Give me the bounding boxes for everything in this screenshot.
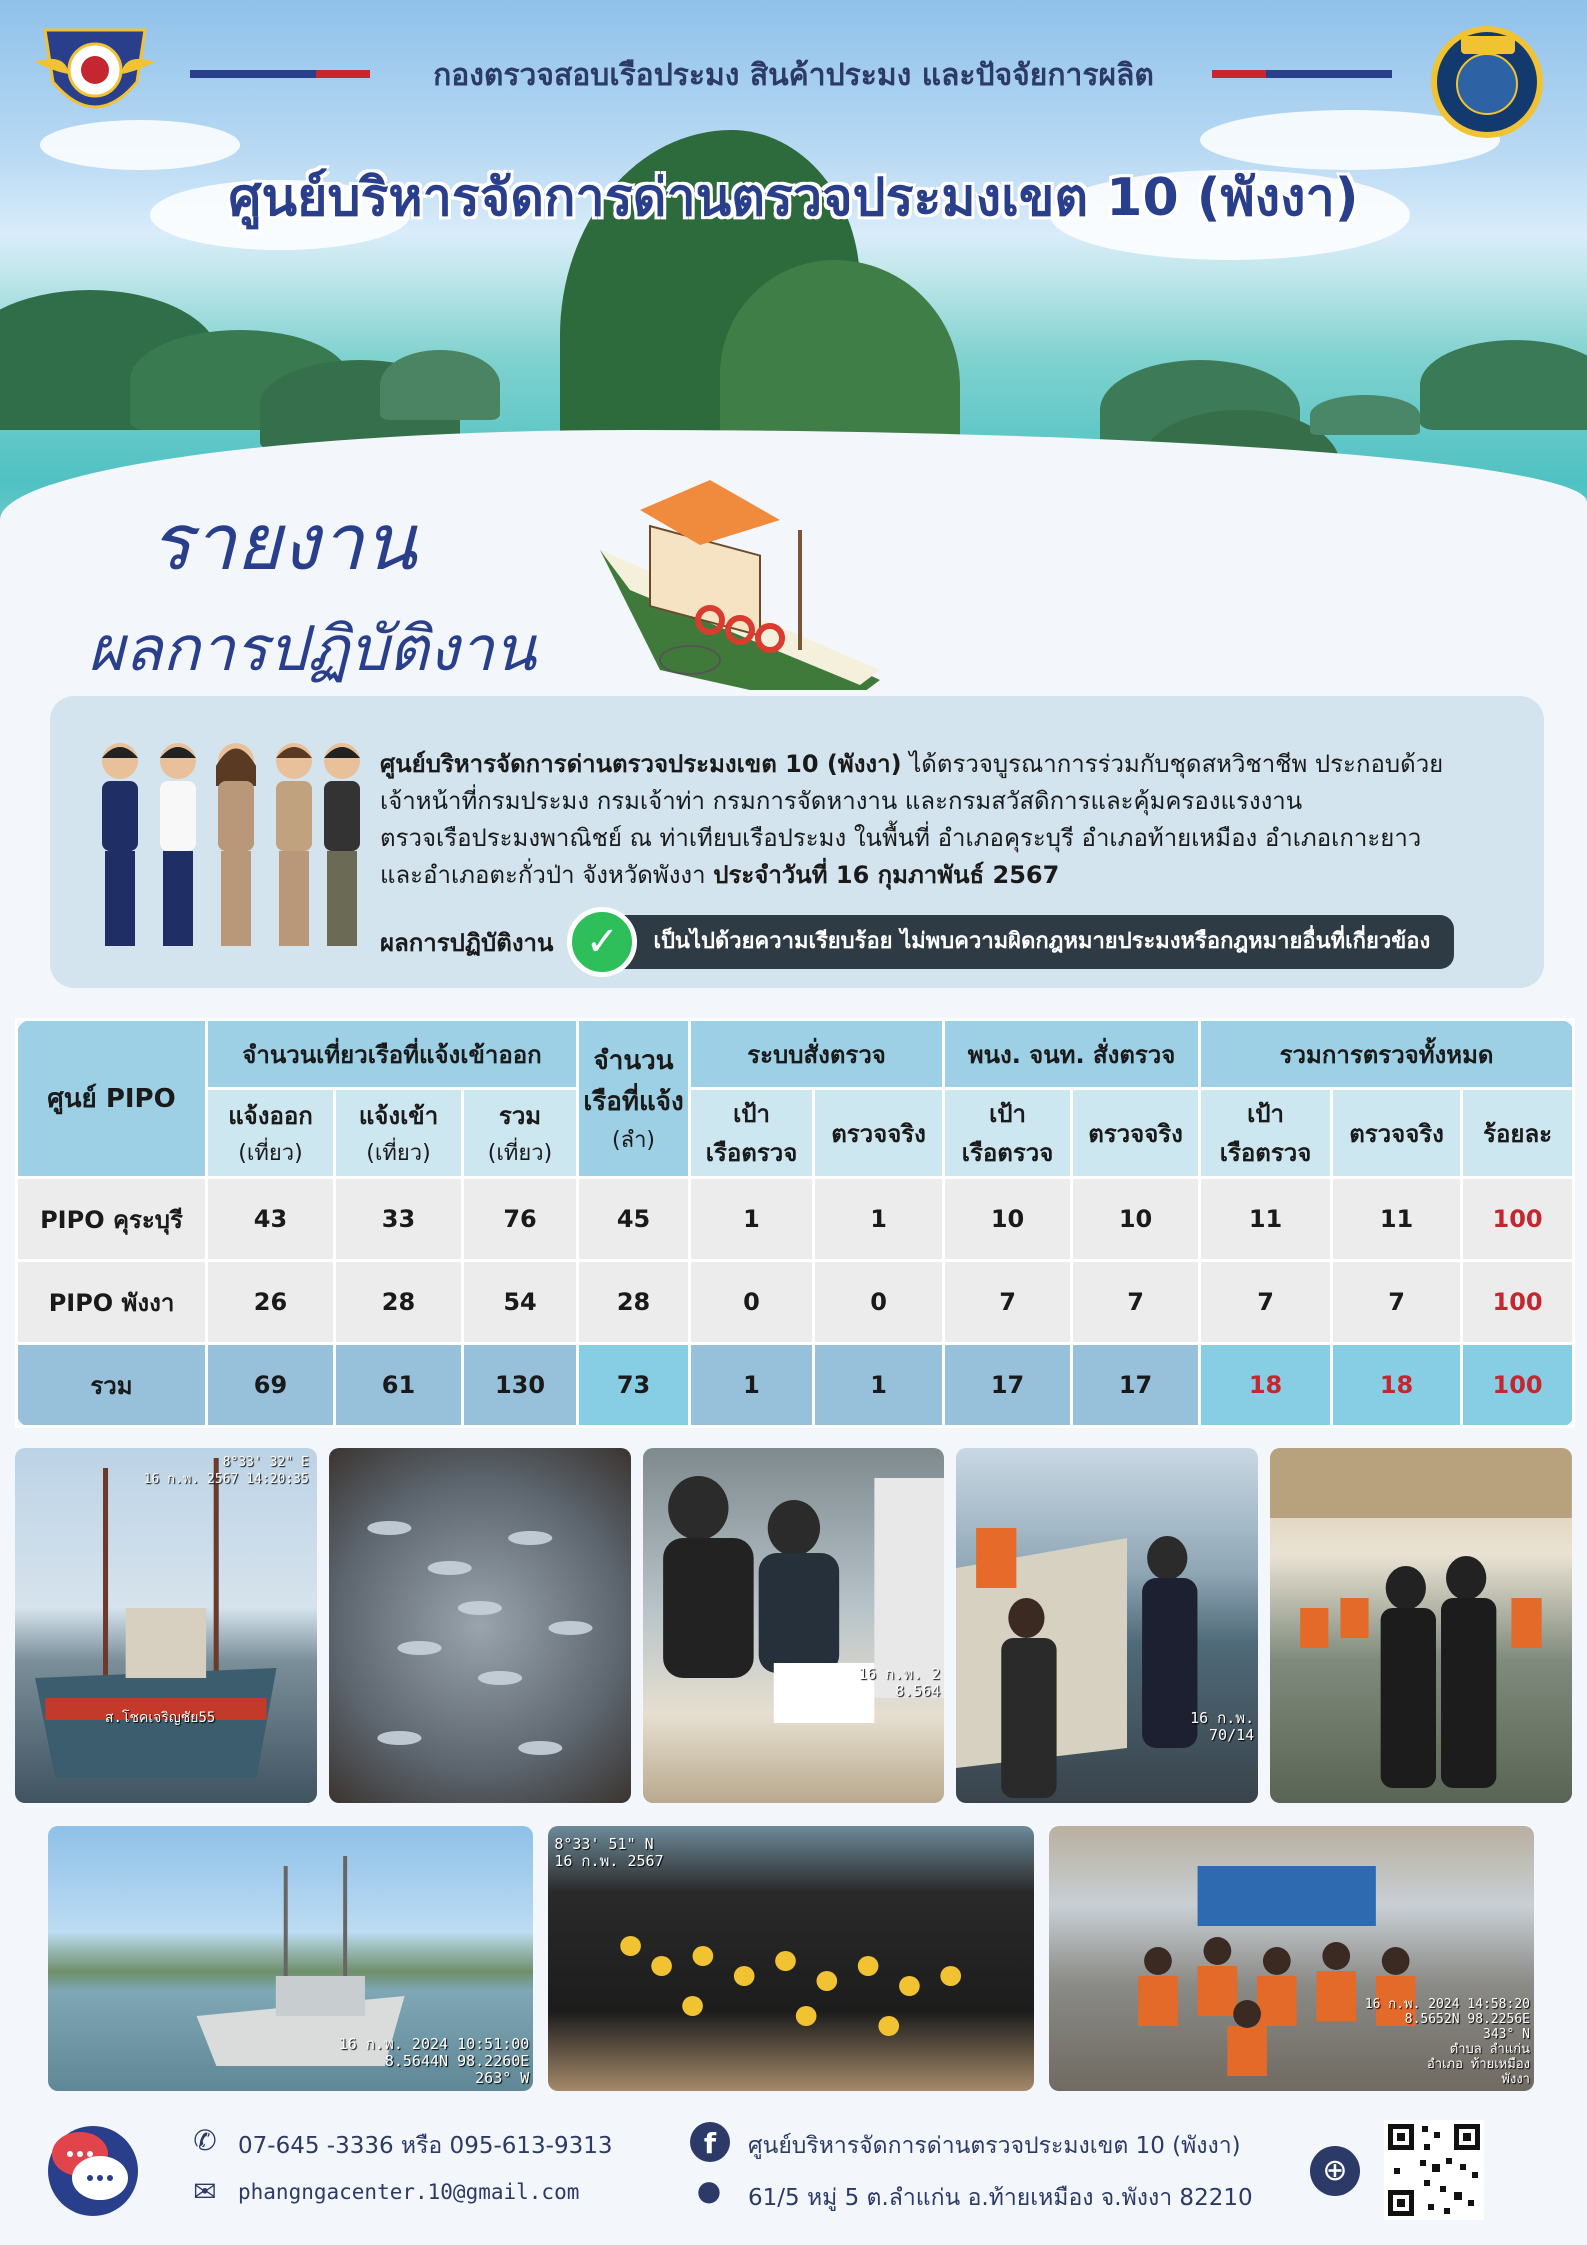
cell-percent: 100 — [1462, 1261, 1574, 1344]
chat-icon — [38, 2116, 138, 2216]
summary-line-3: ตรวจเรือประมงพาณิชย์ ณ ท่าเทียบเรือประมง ในพื้นที่ อำเภอคุระบุรี อำเภอท้ายเหมือง อำเภอเกาะยาว — [380, 824, 1422, 852]
total-percent: 100 — [1462, 1344, 1574, 1427]
boats-unit: (ลำ) — [612, 1128, 656, 1153]
photo-row-1 — [15, 1448, 1572, 1803]
cell-boats: 28 — [578, 1261, 690, 1344]
group-header-trips: จำนวนเที่ยวเรือที่แจ้งเข้าออก — [207, 1020, 578, 1089]
column-header-boats — [578, 1020, 690, 1178]
table-row — [17, 1261, 1574, 1344]
photo-workers-briefing — [1270, 1448, 1572, 1803]
photo-timestamp: 16 ก.พ. 2024 10:51:00 8.5644N 98.2260E 263° W — [338, 2035, 530, 2087]
cell-system-actual: 0 — [814, 1261, 944, 1344]
total-system-target: 1 — [690, 1344, 814, 1427]
column-header-sum: รวม (เที่ยว) — [463, 1089, 578, 1178]
cell-total-actual: 11 — [1332, 1178, 1462, 1261]
column-header-officer-target: เป้า เรือตรวจ — [944, 1089, 1072, 1178]
qr-code[interactable] — [1384, 2120, 1484, 2220]
summary-line-2: เจ้าหน้าที่กรมประมง กรมเจ้าท่า กรมการจัดหางาน และกรมสวัสดิการและคุ้มครองแรงงาน — [380, 787, 1303, 815]
check-circle-icon: ✓ — [567, 907, 637, 977]
boats-label-1: จำนวน — [593, 1046, 674, 1076]
contact-facebook[interactable]: ศูนย์บริหารจัดการด่านตรวจประมงเขต 10 (พังงา) — [748, 2133, 1241, 2159]
column-header-total-actual: ตรวจจริง — [1332, 1089, 1462, 1178]
photo-document-check — [643, 1448, 945, 1803]
result-label: ผลการปฏิบัติงาน — [380, 928, 554, 957]
summary-text — [380, 746, 1510, 894]
total-sum: 130 — [463, 1344, 578, 1427]
photo-timestamp: 8°33' 51" N 16 ก.พ. 2567 — [554, 1835, 664, 1870]
cell-total-actual: 7 — [1332, 1261, 1462, 1344]
facebook-icon: f — [690, 2122, 730, 2162]
photo-fish-catch — [329, 1448, 631, 1803]
summary-line-4: และอำเภอตะกั่วป่า จังหวัดพังงา — [380, 861, 714, 889]
fishery-inspection-logo — [25, 22, 165, 132]
cell-out: 43 — [207, 1178, 335, 1261]
cell-sum: 76 — [463, 1178, 578, 1261]
location-icon: ● — [696, 2174, 722, 2207]
total-boats: 73 — [578, 1344, 690, 1427]
summary-line-1: ได้ตรวจบูรณาการร่วมกับชุดสหวิชาชีพ ประกอบด้วย — [901, 750, 1444, 778]
mail-icon: ✉ — [193, 2175, 217, 2208]
photo-crew-group — [1049, 1826, 1534, 2091]
total-system-actual: 1 — [814, 1344, 944, 1427]
column-header-system-target: เป้า เรือตรวจ — [690, 1089, 814, 1178]
report-subheading: ผลการปฏิบัติงาน — [88, 612, 537, 685]
hero-banner — [0, 0, 1587, 690]
column-header-out: แจ้งออก (เที่ยว) — [207, 1089, 335, 1178]
total-row-name: รวม — [17, 1344, 207, 1427]
photo-boat-at-sea — [48, 1826, 533, 2091]
result-badge — [567, 915, 1454, 969]
total-total-actual: 18 — [1332, 1344, 1462, 1427]
department-of-fisheries-seal — [1415, 22, 1560, 132]
photo-fishing-net — [548, 1826, 1033, 2091]
cell-total-target: 7 — [1200, 1261, 1332, 1344]
photo-timestamp: 16 ก.พ. 2 8.564 — [858, 1665, 941, 1700]
photo-timestamp: 8°33' 32" E 16 ก.พ. 2567 14:20:35 — [143, 1455, 309, 1487]
summary-panel — [50, 696, 1544, 988]
row-name: PIPO พังงา — [17, 1261, 207, 1344]
boats-label-2: เรือที่แจ้ง — [583, 1087, 684, 1117]
result-row — [380, 914, 1454, 970]
total-officer-target: 17 — [944, 1344, 1072, 1427]
page-title: ศูนย์บริหารจัดการด่านตรวจประมงเขต 10 (พังงา) — [228, 168, 1359, 228]
table-total-row — [17, 1344, 1574, 1427]
column-header-in: แจ้งเข้า (เที่ยว) — [335, 1089, 463, 1178]
cell-system-actual: 1 — [814, 1178, 944, 1261]
column-header-percent: ร้อยละ — [1462, 1089, 1574, 1178]
phone-icon: ✆ — [193, 2124, 217, 2157]
cell-officer-actual: 10 — [1072, 1178, 1200, 1261]
total-in: 61 — [335, 1344, 463, 1427]
cell-boats: 45 — [578, 1178, 690, 1261]
inspection-stats-table — [15, 1018, 1575, 1428]
photo-crew-inspection — [956, 1448, 1258, 1803]
photo-timestamp: 16 ก.พ. 2024 14:58:20 8.5652N 98.2256E 343° N ตำบล ลำแก่น อำเภอ ท้ายเหมือง พังงา — [1364, 1997, 1530, 2087]
contact-address: 61/5 หมู่ 5 ต.ลำแก่น อ.ท้ายเหมือง จ.พังงา 82210 — [748, 2185, 1253, 2211]
row-name: PIPO คุระบุรี — [17, 1178, 207, 1261]
cell-system-target: 1 — [690, 1178, 814, 1261]
contact-phone[interactable]: 07-645 -3336 หรือ 095-613-9313 — [238, 2133, 613, 2159]
summary-date: ประจำวันที่ 16 กุมภาพันธ์ 2567 — [713, 861, 1060, 889]
cell-out: 26 — [207, 1261, 335, 1344]
fishing-boat-illustration — [590, 470, 890, 690]
group-header-officer: พนง. จนท. สั่งตรวจ — [944, 1020, 1200, 1089]
result-text: เป็นไปด้วยความเรียบร้อย ไม่พบความผิดกฎหมายประมงหรือกฎหมายอื่นที่เกี่ยวข้อง — [603, 915, 1454, 969]
report-heading: รายงาน — [150, 498, 417, 588]
cell-in: 28 — [335, 1261, 463, 1344]
group-header-system: ระบบสั่งตรวจ — [690, 1020, 944, 1089]
column-header-officer-actual: ตรวจจริง — [1072, 1089, 1200, 1178]
total-officer-actual: 17 — [1072, 1344, 1200, 1427]
column-header-total-target: เป้า เรือตรวจ — [1200, 1089, 1332, 1178]
total-total-target: 18 — [1200, 1344, 1332, 1427]
column-header-center: ศูนย์ PIPO — [17, 1020, 207, 1178]
column-header-system-actual: ตรวจจริง — [814, 1089, 944, 1178]
cell-officer-target: 7 — [944, 1261, 1072, 1344]
photo-fishing-boat — [15, 1448, 317, 1803]
footer — [0, 2100, 1587, 2245]
cell-in: 33 — [335, 1178, 463, 1261]
globe-icon[interactable]: ⊕ — [1310, 2146, 1360, 2196]
cell-officer-target: 10 — [944, 1178, 1072, 1261]
group-header-total: รวมการตรวจทั้งหมด — [1200, 1020, 1574, 1089]
officers-illustration — [90, 736, 410, 956]
cell-sum: 54 — [463, 1261, 578, 1344]
cell-percent: 100 — [1462, 1178, 1574, 1261]
boat-name: ส.โชคเจริญชัย55 — [105, 1710, 216, 1726]
photo-timestamp: 16 ก.พ. 70/14 — [1190, 1709, 1255, 1744]
contact-email[interactable]: phangngacenter.10@gmail.com — [238, 2180, 580, 2204]
table-row — [17, 1178, 1574, 1261]
department-name: กองตรวจสอบเรือประมง สินค้าประมง และปัจจัยการผลิต — [433, 58, 1154, 93]
cell-total-target: 11 — [1200, 1178, 1332, 1261]
cell-system-target: 0 — [690, 1261, 814, 1344]
photo-row-2 — [48, 1826, 1534, 2091]
cell-officer-actual: 7 — [1072, 1261, 1200, 1344]
total-out: 69 — [207, 1344, 335, 1427]
summary-center-name: ศูนย์บริหารจัดการด่านตรวจประมงเขต 10 (พังงา) — [380, 750, 902, 778]
